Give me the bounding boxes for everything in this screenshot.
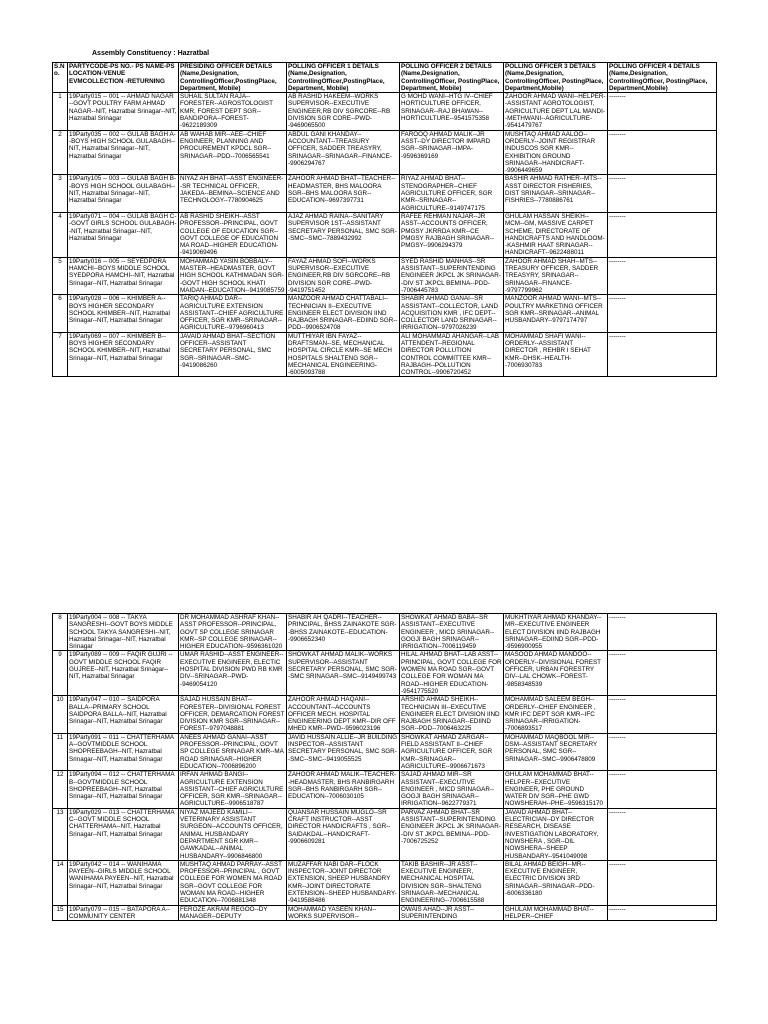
table-body-part2 (53, 614, 717, 921)
cell-polling-officer-3: MASOOD AHMAD MANDOO--ORDERLY--DIVISIONAL FOREST OFFICER, URBAN FORESTRY DIV--LAL CHOWK--FOREST--9858348539 (504, 651, 608, 696)
cell-polling-officer-1: ZAHOOR AHMAD BHAT--TEACHER--HEADMASTER, BHS MALOORA SGR--BHS MALOORA SGR--EDUCATION--9697397731 (287, 175, 400, 212)
table-row (53, 733, 717, 770)
table-row (53, 295, 717, 332)
cell-polling-officer-1: QUANSAR HUSSAIN MUGLO--SR CRAFT INSTRUCTOR--ASST DIRECTOR HANDICRAFTS , SGR--SAIDAKDAL--HANDICRAFT--9906609281 (287, 808, 400, 860)
cell-polling-officer-3: BILAL AHMAD BEIGH--MR--EXECUTIVE ENGINEER, ELECTRIC DIVISION 3RD SRINAGAR--SRINAGAR--PDD--6006336180 (504, 860, 608, 905)
table-header-row (53, 63, 717, 93)
table-row (53, 614, 717, 651)
table-row (53, 860, 717, 905)
cell-polling-officer-3: MANZOOR AHMAD WANI--MTS--POULTRY MARKETING OFFICER SGR KMR--SRINAGAR--ANIMAL HUSBANDARY--9797174797 (504, 295, 608, 332)
cell-sno: 14 (53, 860, 68, 905)
header-polling-officer-3: POLLING OFFICER 3 DETAILS (Name,Designation, ControllingOfficer, PostingPlace, Department,Mobile) (504, 63, 608, 93)
cell-polling-officer-4: -------- (608, 860, 717, 905)
cell-polling-station: 19Party105 -- 003 -- GULAB BAGH B--BOYS HIGH SCHOOL GULABAGH--NIT, Hazratbal Srinagar--NIT, Hazratbal Srinagar (68, 175, 179, 212)
table-row (53, 257, 717, 294)
cell-polling-officer-2: SHABIR AHMAD GANAI--SR ASSISTANT--COLLECTOR, LAND ACQUISITION KMR , IFC DEPT--COLLECTOR LAND SRINAGAR--IRRIGATION--9797026239 (400, 295, 504, 332)
table-row (53, 905, 717, 921)
cell-polling-officer-1: FAYAZ AHMAD SOFI--WORKS SUPERVISOR--EXECUTIVE ENGINEER,RB DIV SGRCORE--RB DIVISION SGR CORE--PWD--9419751452 (287, 257, 400, 294)
table-row (53, 93, 717, 130)
cell-presiding-officer: JAVAID AHMAD BHAT--SECTION OFFICER--ASSISTANT SECRETARY PERSONAL, SMC SGR--SRINAGAR--SMC--9419086260 (179, 332, 287, 377)
table-row (53, 808, 717, 860)
cell-polling-officer-4: -------- (608, 651, 717, 696)
cell-polling-officer-4: -------- (608, 614, 717, 651)
cell-polling-officer-1: MUZAFFAR NABI DAR--FLOCK INSPECTOR--JOINT DIRECTOR EXTENSION, SHEEP HUSBANDRY KMR--JOINT DIRECTORATE EXTENSION--SHEEP HUSBANDARY--9419588486 (287, 860, 400, 905)
cell-presiding-officer: SAJAD HUSSAIN BHAT--FORESTER--DIVISIONAL FOREST OFFICER, DEMARCATION FOREST DIVISION KMR SGR--SRINAGAR--FOREST--9797048881 (179, 696, 287, 733)
table-row (53, 212, 717, 257)
cell-polling-station: 19Party069 -- 007 -- KHIMBER B--BOYS HIGHER SECONDARY SCHOOL KHIMBER--NIT, Hazratbal Srinagar--NIT, Hazratbal Srinagar (68, 332, 179, 377)
cell-presiding-officer: ANEES AHMAD GANAI--ASST PROFESSOR--PRINCIPAL, GOVT SP COLLEGE SRINAGAR KMR--MA ROAD SRINAGAR--HIGHER EDUCATION--7006896200 (179, 733, 287, 770)
cell-polling-officer-4: -------- (608, 175, 717, 212)
cell-polling-officer-4: -------- (608, 130, 717, 175)
cell-polling-officer-3: MOHAMMAD SHAFI WANI--ORDERLY--ASSISTANT DIRECTOR , REHBR I SEHAT KMR--DHSK--HEALTH--7006930783 (504, 332, 608, 377)
cell-presiding-officer: UMAR RASHID--ASST ENGINEER--EXECUTIVE ENGINEER, ELECTIC HOSPITAL DIVISION PWD RB KMR DIV--SRINAGAR--PWD--9469054120 (179, 651, 287, 696)
cell-polling-officer-4: -------- (608, 808, 717, 860)
cell-sno: 15 (53, 905, 68, 921)
cell-polling-officer-1: MANZOOR AHMAD CHATTABALI--TECHNICIAN II--EXECUTIVE ENGINEER ELECT DIVISION IIND RAJBAGH SRINAGAR--EDIIND SGR--PDD--9906524708 (288, 295, 398, 332)
cell-polling-officer-4: -------- (608, 212, 717, 257)
constituency-title: Assembly Constituency : Hazratbal (92, 50, 210, 57)
header-polling-officer-1: POLLING OFFICER 1 DETAILS (Name,Designation, ControllingOfficer,PostingPlace, Department, Mobile) (287, 63, 400, 93)
cell-sno: 8 (53, 614, 68, 651)
header-presiding-officer: PRESIDING OFFICER DETAILS (Name,Designation, ControllingOfficer,PostingPlace, Department, Mobile) (179, 63, 287, 93)
cell-sno: 6 (53, 295, 68, 332)
cell-polling-officer-3: GHULAM HASSAN SHEIKH--MCM--GM, MASSIVE CARPET SCHEME, DIRECTORATE OF HANDICRAFTS AND HANDLOOM--KASHMIR HAAT SRINAGAR--HANDICRAFT--9622488011 (504, 212, 608, 257)
cell-polling-station: 19Party016 -- 005 -- SEYEDPORA HAMCHI--BOYS MIDDLE SCHOOL SYEDPORA HAMCHI--NIT, Hazratbal Srinagar--NIT, Hazratbal Srinagar (68, 257, 179, 294)
cell-polling-officer-1: MUTTHIYAR IBN FAYAZ--DRAFTSMAN--SE, MECHANICAL HOSPITAL CIRCLE KMR--SE MECH HOSPITALS SHALTENG SGR--MECHANICAL ENGINEERING--6005093788 (287, 332, 400, 377)
cell-polling-station: 19Party028 -- 006 -- KHIMBER A--BOYS HIGHER SECONDARY SCHOOL KHIMBER--NIT, Hazratbal Srinagar--NIT, Hazratbal Srinagar (68, 295, 179, 332)
cell-presiding-officer: SUHAIL SULTAN RAJA--FORESTER--AGROSTOLOGIST KMR, FOREST DEPT SGR--BANDIPORA--FOREST--9622189309 (179, 93, 287, 130)
cell-polling-officer-2: G MOHD WANI--HTG IV--CHIEF HORTICULTURE OFFICER, SRINAGAR--RAJ BHAWAN--HORTICULTURE--9541575358 (400, 93, 504, 130)
cell-presiding-officer: NIYAZ AH BHAT--ASST ENGINEER--SR TECHNICAL OFFICER, JAKEDA--BEMINA--SCIENCE AND TECHNOLOGY--7780904625 (179, 175, 287, 212)
cell-polling-officer-2: RIYAZ AHMAD BHAT--STENOGRAPHER--CHIEF AGRICULTURE OFFICER, SGR KMR--SRINAGAR--AGRICULTURE--9149747175 (400, 175, 504, 212)
cell-presiding-officer: MUSHTAQ AHMAD PARRAY--ASST PROFESSOR--PRINCIPAL , GOVT COLLEGE FOR WOMEN MA ROAD SGR--GOVT COLLEGE FOR WOMAN MA ROAD--HIGHER EDUCATION--7006881348 (179, 860, 287, 905)
cell-sno: 5 (53, 257, 68, 294)
cell-polling-station: 19Party047 -- 010 -- SAIDPORA BALLA--PRIMARY SCHOOL SAIDPORA BALLA--NIT, Hazratbal Srinagar--NIT, Hazratbal Srinagar (68, 696, 179, 733)
table-body-part1 (53, 93, 717, 377)
cell-polling-officer-1: ZAHOOR AHMAD HAQANI--ACCOUNTANT--ACCOUNTS OFFICER MECH. HOSPITAL ENGINEERING DEPT KMR--DIR OFF MHED KMR--PWD--9596023196 (287, 696, 400, 733)
cell-polling-station: 19Party071 -- 004 -- GULAB BAGH C--GOVT GIRLS SCHOOL GULABAGH--NIT, Hazratbal Srinagar--NIT, Hazratbal Srinagar (68, 212, 179, 257)
cell-polling-officer-2: ARSHID AHMAD SHEIKH--TECHNICIAN III--EXECUTIVE ENGINEER ELECT DIVISION IIND RAJBAGH SRINAGAR--EDIIND SGR--PDD--7006463225 (400, 696, 504, 733)
cell-polling-officer-4: -------- (608, 257, 717, 294)
cell-polling-station: 19Party015 -- 001 -- AHMAD NAGAR --GOVT POULTRY FARM AHMAD NAGAR--NIT, Hazratbal Srinagar--NIT, Hazratbal Srinagar (68, 93, 179, 130)
cell-sno: 9 (53, 651, 68, 696)
cell-polling-officer-2: HILAL AHMAD BHAT--LAB ASST--PRINCIPAL, GOVT COLLEGE FOR WOMEN MA ROAD SGR--GOVT COLLEGE FOR WOMAN MA ROAD--HIGHER EDUCATION--9541775520 (401, 651, 502, 695)
cell-polling-officer-2: SHOWKAT AHMAD BABA--SR ASSISTANT--EXECUTIVE ENGINEER , MICD SRINAGAR--GOGJI BAGH SRINAGAR--IRRIGATION--7006119459 (400, 614, 504, 651)
cell-sno: 1 (53, 93, 68, 130)
cell-sno: 7 (53, 332, 68, 377)
cell-polling-officer-2: SYED RASHID MANHAS--SR ASSISTANT--SUPERINTENDING ENGINEER JKPCL JK SRINAGAR--DIV ST JKPCL BEMINA--PDD--7006445783 (400, 257, 504, 294)
header-polling-station: PARTYCODE-PS NO.- PS NAME-PS LOCATION-VENUE EVMCOLLECTION -RETURNING (68, 63, 179, 93)
cell-polling-officer-3: MOHAMMAD MAQBOOL MIR--DSM--ASSISTANT SECRETARY PERSONAL, SMC SGR--SRINAGAR--SMC--9906478809 (504, 733, 608, 770)
cell-polling-officer-2: RAFEE REHMAN NAJAR--JR ASST--ACCOUNTS OFFICER, PMGSY JKRRDA KMR--CE PMGSY RAJBAGH SRINAGAR--PMGSY--9906294379 (400, 212, 504, 257)
cell-sno: 12 (53, 771, 68, 808)
cell-polling-station: 19Party029 -- 013 -- CHATTERHAMA C--GOVT MIDDLE SCHOOL CHATTERHAMA--NIT, Hazratbal Srinagar--NIT, Hazratbal Srinagar (68, 808, 179, 860)
cell-polling-officer-4: -------- (608, 905, 717, 921)
table-row (53, 696, 717, 733)
cell-polling-officer-3: MUKHTIYAR AHMAD KHANDAY--MR--EXECUTIVE ENGINEER ELECT DIVISION IIND RAJBAGH SRINAGAR--EDIIND SGR--PDD--9596900955 (504, 614, 608, 651)
cell-polling-officer-3: GHULAM MOHAMMAD BHAT--HELPER--EXECUTIVE ENGINEER, PHE GROUND WATER DIV SGR--PHE GWD NOWSHERAH--PHE--9596315170 (504, 771, 608, 808)
header-sno: S.No. (53, 63, 68, 93)
cell-polling-officer-1: SHOWKAT AHMAD MALIK--WORKS SUPERVISOR--ASSISTANT SECRETARY PERSONAL, SMC SGR--SMC SRINAGAR--SMC--9149499743 (287, 651, 400, 696)
cell-polling-station: 19Party089 -- 009 -- FAQIR GUJRI --GOVT MIDDLE SCHOOL FAQIR GUJREE--NIT, Hazratbal Srinagar--NIT, Hazratbal Srinagar (68, 651, 179, 696)
table-row (53, 175, 717, 212)
cell-polling-station: 19Party042 -- 014 -- WANIHAMA PAYEEN--GIRLS MIDDLE SCHOOL WANIHAMA PAYEEN--NIT, Hazratbal Srinagar--NIT, Hazratbal Srinagar (68, 860, 179, 905)
cell-polling-station: 19Party035 -- 002 -- GULAB BAGH A--BOYS HIGH SCHOOL GULABAGH--NIT, Hazratbal Srinagar--NIT, Hazratbal Srinagar (68, 130, 179, 175)
cell-polling-officer-2: ALI MOHAMMAD AHANGAR--LAB ATTENDENT--REGIONAL DIRECTOR POLLUTION CONTROL COMMITTEE KMR--RAJBAGH--POLLUTION CONTROL--9906720452 (400, 332, 504, 377)
cell-presiding-officer: DR MOHAMMAD ASHRAF KHAN--ASST PROFESSOR--PRINCIPAL, GOVT SP COLLEGE SRINAGAR KMR--SP COLLEGE SRINAGAR--HIGHER EDUCATION--9596361020 (179, 614, 287, 651)
cell-sno: 2 (53, 130, 68, 175)
cell-sno: 10 (53, 696, 68, 733)
cell-polling-station: 19Party091 -- 011 -- CHATTERHAMA A--GOVTMIDDLE SCHOOL SHOPREEBAGH--NIT, Hazratbal Srinagar--NIT, Hazratbal Srinagar (68, 733, 179, 770)
cell-polling-officer-2: FAROOQ AHMAD MALIK--JR ASST--DY DIRECTOR IMPARD SGR--SRINAGAR--IMPA--9596369169 (400, 130, 504, 175)
cell-polling-officer-2: OWAIS AHAD--JR ASST--SUPERINTENDING (400, 905, 504, 921)
cell-presiding-officer: AB WAHAB MIR--AEE--CHIEF ENGINEER, PLANNING AND PROCUREMENT KPDCL SGR--SRINAGAR--PDD--7006565541 (179, 130, 287, 175)
cell-polling-officer-4: -------- (608, 295, 717, 332)
cell-polling-station: 19Party094 -- 012 -- CHATTERHAMA B--GOVTMIDDLE SCHOOL SHOPREEBAGH--NIT, Hazratbal Srinagar--NIT, Hazratbal Srinagar (68, 771, 179, 808)
cell-polling-officer-1: ABDUL GANI KHANDAY--ACCOUNTANT--TREASURY OFFICER, SADDER TREASYRY, SRINAGAR--SRINAGAR--FINANCE--9906294767 (287, 130, 400, 175)
table-row (53, 771, 717, 808)
cell-presiding-officer: AB RASHID SHEIKH--ASST PROFESSOR--PRINCIPAL, GOVT COLLEGE OF EDUCATION SGR--GOVT COLLEGE OF EDUCATION MA ROAD--HIGHER EDUCATION--9419069496 (179, 212, 287, 257)
header-polling-officer-2: POLLING OFFICER 2 DETAILS (Name,Designation, ControllingOfficer, PostingPlace, Department, Mobile) (400, 63, 504, 93)
cell-polling-officer-3: MUSHTAQ AHMAD AALOO--ORDERLY--JOINT REGISTRAR INDUSCOS SGR KMR--EXHIBITION GROUND SRINAGAR--HANDICRAFT--9906449659 (504, 130, 608, 175)
officers-table-part2 (52, 613, 717, 921)
cell-polling-officer-3: ZAHOOR AHMAD SHAH--MTS--TREASURY OFFICER, SADDER TREASYRY, SRINAGAR--SRINAGAR--FINANCE--9797799962 (504, 257, 608, 294)
cell-polling-officer-2: SAJAD AHMAD MIR--SR ASSISTANT--EXECUTIVE ENGINEER , MICD SRINAGAR--GOGJI BAGH SRINAGAR--IRRIGATION--9622779371 (400, 771, 504, 808)
cell-polling-officer-1: SHABIR AH QADRI--TEACHER--PRINCIPAL, BHSS ZAINAKOTE SGR--BHSS ZAINAKOTE--EDUCATION--9906652340 (287, 614, 400, 651)
officers-table-part1 (52, 62, 717, 377)
header-polling-officer-4: POLLING OFFICER 4 DETAILS (Name,Designation, ControllingOfficer, PostingPlace, Department,Mobile) (608, 63, 717, 93)
cell-polling-officer-1: AB RASHID HAKEEM--WORKS SUPERVISOR--EXECUTIVE ENGINEER,RB DIV SGRCORE--RB DIVISION SGR CORE--PWD--9469065500 (287, 93, 400, 130)
cell-sno: 3 (53, 175, 68, 212)
cell-polling-officer-1: AJAZ AHMAD RAINA--SANITARY SUPERVISOR 1ST--ASSISTANT SECRETARY PERSONAL, SMC SGR--SMC--SMC--7889432992 (287, 212, 400, 257)
cell-polling-officer-4: -------- (608, 332, 717, 377)
table-row (53, 130, 717, 175)
cell-presiding-officer: TARIQ AHMAD DAR--AGRICULTURE EXTENSION ASSISTANT--CHIEF AGRICULTURE OFFICER, SGR KMR--SRINAGAR--AGRICULTURE--9796960413 (179, 295, 287, 332)
cell-polling-officer-4: -------- (608, 93, 717, 130)
cell-polling-officer-3: MOHAMMAD SALEEM BEGH--ORDERLY--CHIEF ENGINEER , KMR IFC DEPT SGR KMR--IFC SRINAGAR--IRRIGATION--7006893517 (504, 696, 608, 733)
table-row (53, 651, 717, 696)
cell-polling-officer-3: BASHIR AHMAD RATHER--MTS--ASST DIRECTOR FISHERIES, DIST SRINAGAR--SRINAGAR--FISHRIES--7780886761 (504, 175, 608, 212)
cell-presiding-officer: NIYAZ MAJEED KAMILI--VETERINARY ASSISTANT SURGEON--ACCOUNTS OFFICER, ANIMAL HUSBANDARY DEPARTMENT SGR KMR--GAWKADAL--ANIMAL HUSBANDARY--9906846800 (179, 808, 287, 860)
cell-polling-officer-4: -------- (608, 696, 717, 733)
cell-polling-officer-2: PARVAZ AHMAD BHAT--SR ASSISTANT--SUPERINTENDING ENGINEER JKPCL JK SRINAGAR--DIV ST JKPCL BEMINA--PDD--7006725252 (400, 808, 504, 860)
cell-polling-station: 19Party004 -- 008 -- TAKYA SANGRESHI--GOVT BOYS MIDDLE SCHOOL TAKYA SANGRESHI--NIT, Hazratbal Srinagar--NIT, Hazratbal Srinagar (68, 614, 179, 651)
table-row (53, 332, 717, 377)
cell-polling-officer-2: TAKIB BASHIR--JR ASST--EXECUTIVE ENGINEER, MECHANICAL HOSPITAL DIVISION SGR--SHALTENG SRINAGAR--MECHANICAL ENGINEERING--7006615588 (400, 860, 504, 905)
cell-polling-officer-1: MOHAMMAD YASEEN KHAN--WORKS SUPERVISOR-- (287, 905, 400, 921)
cell-polling-officer-4: -------- (608, 771, 717, 808)
cell-sno: 11 (53, 733, 68, 770)
cell-sno: 13 (53, 808, 68, 860)
cell-polling-officer-2: SHOWKAT AHMAD ZARGAR--FIELD ASSISTANT II--CHIEF AGRICULTURE OFFICER, SGR KMR--SRINAGAR--AGRICULTURE--9906671673 (400, 733, 504, 770)
cell-polling-officer-4: -------- (608, 733, 717, 770)
cell-sno: 4 (53, 212, 68, 257)
cell-polling-officer-1: ZAHOOR AHMAD MALIK--TEACHER--HEADMASTER, BHS RANBIRGARH SGR--BHS RANBIRGARH SGR--EDUCATION--7006030105 (287, 771, 400, 808)
cell-polling-officer-3: GHULAM MOHAMMAD BHAT--HELPER--CHIEF (504, 905, 608, 921)
cell-presiding-officer: IRFAN AHMAD BANGI--AGRICULTURE EXTENSION ASSISTANT--CHIEF AGRICULTURE OFFICER, SGR KMR--SRINAGAR--AGRICULTURE--9906518787 (179, 771, 287, 808)
cell-polling-officer-3: ZAHOOR AHMAD WANI--HELPER--ASSISTANT AGROTOLOGIST, AGRICULTURE DEPT LAL MANDI--METHWANI--AGRICULTURE--9541479767 (505, 93, 606, 130)
cell-polling-station: 19Party079 -- 015 -- BATAPORA A--COMMUNITY CENTER (68, 905, 179, 921)
cell-polling-officer-3: JAVAID AHMAD BHAT--ELECTRICIAN--DY DIRECTOR RESEARCH, DISEASE INVESTIGATION LABORATORY, NOWSHERA , SGR--DIL NOWSHERA--SHEEP HUSBANDARY--9541049098 (504, 808, 608, 860)
cell-presiding-officer: MOHAMMAD YASIN BOBBALY--MASTER--HEADMASTER, GOVT HIGH SCHOOL KATHIMADAN SGR--GOVT HIGH SCHOOL KHATI MAIDAN--EDUCATION--9419085759 (180, 257, 285, 294)
cell-polling-officer-1: JAVID HUSSAIN ALLIE--JR BUILDING INSPECTOR--ASSISTANT SECRETARY PERSONAL, SMC SGR--SMC--SMC--9419055525 (287, 733, 400, 770)
cell-presiding-officer: FEROZE AKRAM REGOO--DY MANAGER--DEPUTY (179, 905, 287, 921)
